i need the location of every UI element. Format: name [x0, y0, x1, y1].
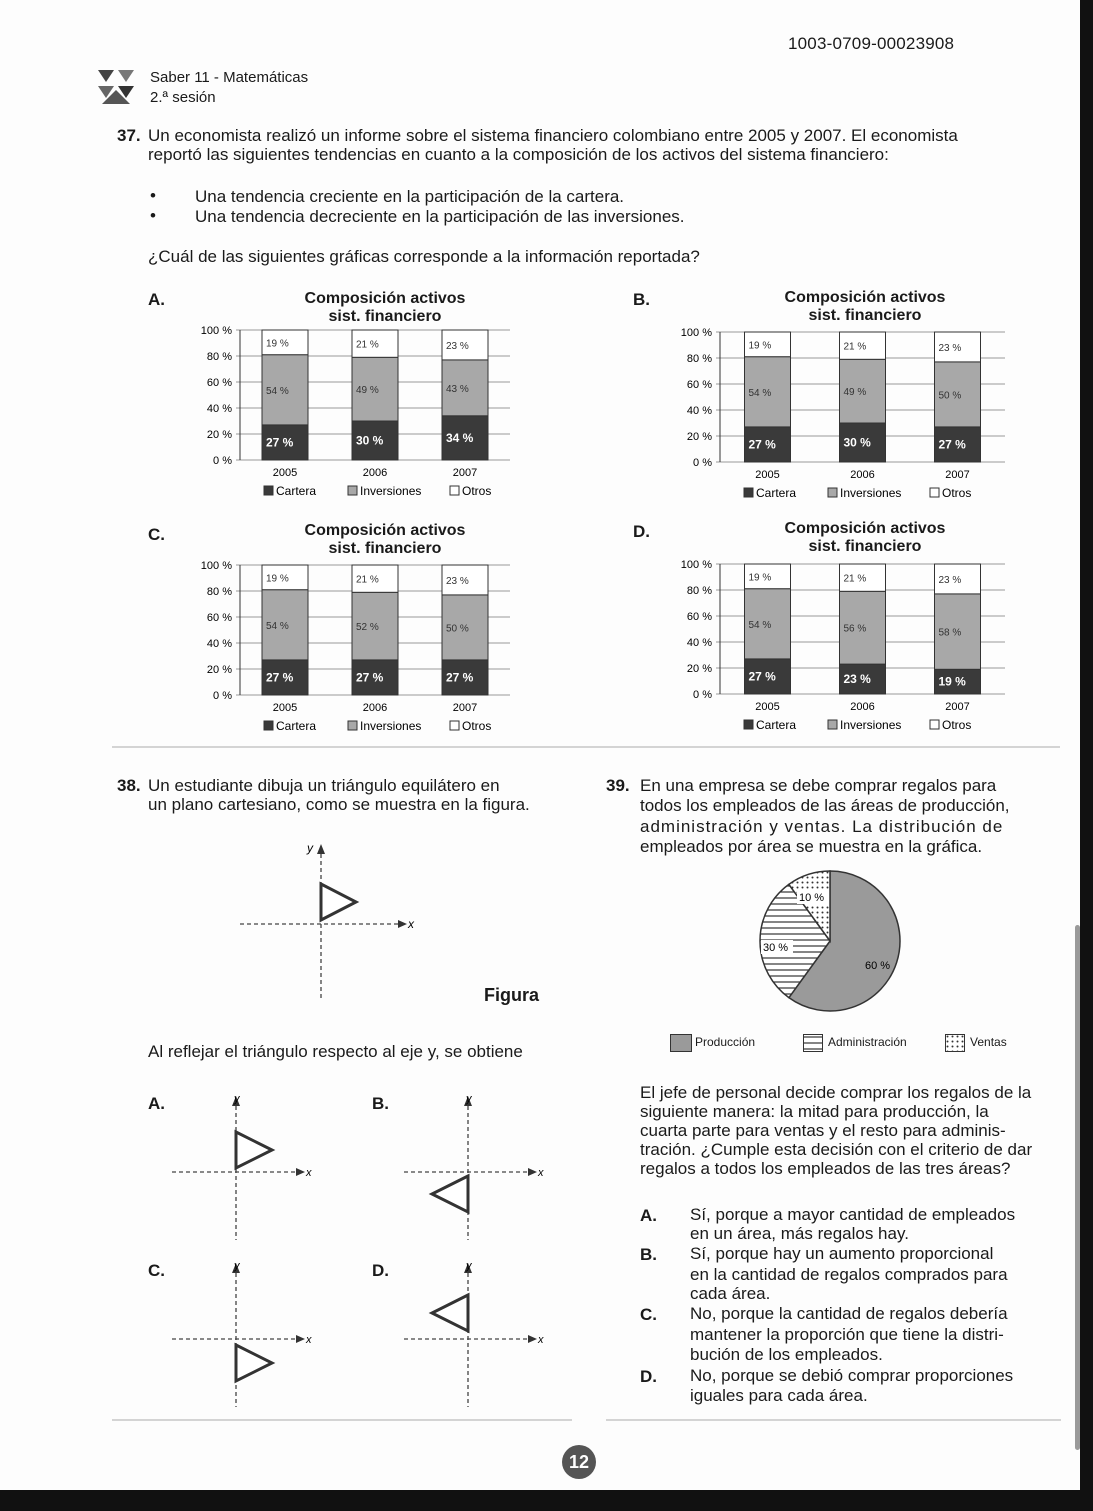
- legend-label: Cartera: [756, 718, 797, 732]
- q37-bullet-1: Una tendencia creciente en la participación de la cartera.: [195, 187, 625, 206]
- data-label: 50 %: [938, 390, 962, 402]
- data-label: 34 %: [446, 430, 474, 445]
- x-tick-label: 2006: [850, 469, 875, 481]
- legend-administracion-label: Administración: [828, 1035, 907, 1049]
- legend-swatch-cartera: [264, 721, 273, 730]
- data-label: 54 %: [266, 385, 289, 397]
- y-tick-label: 40 %: [686, 637, 712, 649]
- legend-ventas-label: Ventas: [970, 1035, 1007, 1049]
- legend-produccion-swatch: [670, 1034, 692, 1052]
- data-label: 27 %: [446, 670, 474, 685]
- q39-option-a-line2[interactable]: en un área, más regalos hay.: [690, 1224, 909, 1243]
- x-tick-label: 2005: [272, 467, 298, 479]
- y-tick-label: 60 %: [686, 379, 712, 391]
- q37-bullet-2: Una tendencia decreciente en la participación de las inversiones.: [195, 207, 685, 226]
- q39-body-3: cuarta parte para ventas y el resto para adminis-: [640, 1121, 1006, 1140]
- q38-option-d-letter[interactable]: D.: [372, 1261, 389, 1280]
- x-axis-arrow-icon: [398, 920, 407, 928]
- data-label: 23 %: [446, 575, 469, 587]
- data-label: 27 %: [938, 437, 966, 452]
- page-number: 12: [562, 1445, 596, 1479]
- legend-swatch-otros: [930, 488, 939, 497]
- x-axis-arrow-icon: [296, 1335, 305, 1343]
- q39-option-b-letter[interactable]: B.: [640, 1245, 657, 1264]
- x-axis-label: x: [306, 1167, 312, 1179]
- q38-option-a-figure[interactable]: [168, 1092, 328, 1242]
- x-tick-label: 2007: [945, 469, 970, 481]
- data-label: 43 %: [446, 383, 469, 395]
- legend-label: Cartera: [276, 484, 317, 498]
- y-tick-label: 100 %: [200, 560, 232, 572]
- data-label: 56 %: [843, 623, 867, 635]
- data-label: 50 %: [446, 623, 469, 635]
- y-axis-label: y: [234, 1093, 240, 1105]
- x-axis-arrow-icon: [528, 1168, 537, 1176]
- y-tick-label: 60 %: [206, 612, 232, 624]
- legend-label: Otros: [942, 718, 972, 732]
- pie-label-ventas: 10 %: [799, 892, 825, 904]
- legend-produccion-label: Producción: [695, 1035, 756, 1049]
- q37-option-b-letter: B.: [633, 290, 650, 309]
- q39-body-5: regalos a todos los empleados de las tres áreas?: [640, 1159, 1011, 1178]
- data-label: 21 %: [843, 341, 867, 353]
- chart-c: [190, 557, 520, 742]
- q37-option-d-letter: D.: [633, 522, 650, 541]
- x-axis-label: x: [538, 1334, 544, 1346]
- q37-line2: reportó las siguientes tendencias en cuanto a la composición de los activos del sistema financiero:: [148, 145, 889, 164]
- data-label: 21 %: [356, 574, 379, 586]
- bullet-dot: •: [150, 186, 156, 205]
- chart-d-title: Composición activos sist. financiero: [784, 520, 946, 555]
- data-label: 21 %: [356, 339, 379, 351]
- q39-line4: empleados por área se muestra en la gráfica.: [640, 837, 983, 856]
- legend-label: Inversiones: [360, 484, 422, 498]
- data-label: 27 %: [356, 670, 384, 685]
- q38-line1: Un estudiante dibuja un triángulo equilátero en: [148, 776, 500, 795]
- y-tick-label: 80 %: [206, 351, 232, 363]
- legend-label: Inversiones: [840, 718, 902, 732]
- data-label: 21 %: [843, 573, 867, 585]
- legend-swatch-cartera: [744, 720, 753, 729]
- x-tick-label: 2007: [452, 467, 478, 479]
- q37-question: ¿Cuál de las siguientes gráficas corresponde a la información reportada?: [148, 247, 700, 266]
- q38-number: 38.: [117, 776, 141, 795]
- legend-swatch-otros: [450, 486, 459, 495]
- chart-a: [190, 322, 520, 507]
- x-tick-label: 2005: [755, 701, 780, 713]
- data-label: 58 %: [938, 627, 962, 639]
- y-tick-label: 60 %: [206, 377, 232, 389]
- bullet-dot: •: [150, 206, 156, 225]
- x-axis-arrow-icon: [296, 1168, 305, 1176]
- x-tick-label: 2007: [945, 701, 970, 713]
- q39-number: 39.: [606, 776, 630, 795]
- q39-line2: todos los empleados de las áreas de producción,: [640, 796, 1010, 815]
- data-label: 23 %: [938, 342, 962, 354]
- legend-label: Cartera: [756, 486, 797, 500]
- legend-label: Otros: [942, 486, 972, 500]
- y-tick-label: 20 %: [206, 429, 232, 441]
- q39-option-b-line3[interactable]: cada área.: [690, 1284, 771, 1303]
- q39-option-d-line1[interactable]: No, porque se debió comprar proporciones: [690, 1366, 1014, 1385]
- chart-d: [670, 556, 1015, 741]
- data-label: 19 %: [266, 573, 289, 585]
- y-axis-label: y: [466, 1093, 472, 1105]
- legend-swatch-otros: [930, 720, 939, 729]
- legend-ventas-swatch: [945, 1034, 965, 1052]
- chart-b-title: Composición activos sist. financiero: [784, 289, 946, 324]
- data-label: 19 %: [748, 572, 772, 584]
- document-code: 1003-0709-00023908: [788, 34, 955, 53]
- y-tick-label: 100 %: [680, 559, 712, 571]
- y-tick-label: 60 %: [686, 611, 712, 623]
- legend-label: Inversiones: [360, 719, 422, 733]
- y-axis-label: y: [466, 1260, 472, 1272]
- data-label: 27 %: [266, 670, 294, 685]
- data-label: 23 %: [938, 574, 962, 586]
- x-axis-label: x: [306, 1334, 312, 1346]
- q38-line2: un plano cartesiano, como se muestra en la figura.: [148, 795, 530, 814]
- y-axis-label: y: [234, 1260, 240, 1272]
- q37-line1: Un economista realizó un informe sobre el sistema financiero colombiano entre 2005 y 2007. El economista: [148, 126, 958, 145]
- data-label: 19 %: [748, 340, 772, 352]
- q39-option-a-line1[interactable]: Sí, porque a mayor cantidad de empleados: [690, 1205, 1016, 1224]
- q37-option-c-letter: C.: [148, 525, 165, 544]
- q38-option-d-figure[interactable]: [400, 1259, 560, 1409]
- x-tick-label: 2006: [362, 467, 388, 479]
- legend-label: Cartera: [276, 719, 317, 733]
- legend-label: Inversiones: [840, 486, 902, 500]
- window-edge-bottom: [0, 1490, 1093, 1511]
- data-label: 52 %: [356, 622, 379, 634]
- y-tick-label: 80 %: [686, 353, 712, 365]
- figure-triangle-plane: [235, 840, 425, 1005]
- data-label: 54 %: [266, 620, 289, 632]
- data-label: 19 %: [266, 338, 289, 350]
- window-edge-right: [1080, 0, 1093, 1511]
- data-label: 27 %: [748, 437, 776, 452]
- q39-option-b-line1[interactable]: Sí, porque hay un aumento proporcional: [690, 1244, 994, 1263]
- q38-option-b-figure[interactable]: [400, 1092, 560, 1242]
- header-session: 2.ª sesión: [150, 89, 216, 106]
- legend-label: Otros: [462, 719, 492, 733]
- legend-swatch-inversiones: [348, 486, 357, 495]
- data-label: 23 %: [843, 672, 871, 687]
- x-tick-label: 2007: [452, 702, 478, 714]
- legend-swatch-inversiones: [348, 721, 357, 730]
- x-axis-arrow-icon: [528, 1335, 537, 1343]
- q37-option-a-letter: A.: [148, 290, 165, 309]
- y-tick-label: 100 %: [680, 327, 712, 339]
- y-tick-label: 0 %: [213, 455, 232, 467]
- data-label: 19 %: [938, 674, 966, 689]
- pie-label-administración: 30 %: [763, 942, 789, 954]
- legend-swatch-cartera: [264, 486, 273, 495]
- data-label: 27 %: [748, 669, 776, 684]
- y-tick-label: 20 %: [686, 431, 712, 443]
- q38-option-c-letter[interactable]: C.: [148, 1261, 165, 1280]
- q39-option-c-letter[interactable]: C.: [640, 1305, 657, 1324]
- q38-option-c-figure[interactable]: [168, 1259, 328, 1409]
- data-label: 27 %: [266, 435, 294, 450]
- x-tick-label: 2005: [272, 702, 298, 714]
- pie-chart: [755, 865, 905, 1020]
- y-tick-label: 40 %: [686, 405, 712, 417]
- equilateral-triangle: [321, 884, 356, 920]
- q38-option-b-letter[interactable]: B.: [372, 1094, 389, 1113]
- q39-body-1: El jefe de personal decide comprar los regalos de la: [640, 1083, 1032, 1102]
- chart-c-title: Composición activos sist. financiero: [304, 522, 466, 557]
- q39-option-b-line2[interactable]: en la cantidad de regalos comprados para: [690, 1265, 1008, 1284]
- legend-swatch-inversiones: [828, 488, 837, 497]
- y-tick-label: 0 %: [693, 457, 712, 469]
- pie-label-producción: 60 %: [865, 960, 891, 972]
- x-axis-label: x: [408, 917, 414, 931]
- figure-label: Figura: [484, 985, 540, 1005]
- data-label: 54 %: [748, 619, 772, 631]
- q37-number: 37.: [117, 126, 141, 145]
- y-axis-arrow-icon: [317, 844, 325, 854]
- q38-option-a-letter[interactable]: A.: [148, 1094, 165, 1113]
- triangle: [432, 1295, 468, 1331]
- q39-body-2: siguiente manera: la mitad para producción, la: [640, 1102, 989, 1121]
- q39-line1: En una empresa se debe comprar regalos para: [640, 776, 997, 795]
- legend-administracion-swatch: [803, 1034, 823, 1052]
- x-tick-label: 2006: [850, 701, 875, 713]
- data-label: 30 %: [356, 433, 384, 448]
- legend-swatch-inversiones: [828, 720, 837, 729]
- chart-a-title: Composición activos sist. financiero: [304, 290, 466, 325]
- y-axis-label: y: [307, 841, 313, 855]
- data-label: 49 %: [843, 387, 867, 399]
- y-tick-label: 40 %: [206, 638, 232, 650]
- data-label: 23 %: [446, 340, 469, 352]
- legend-label: Otros: [462, 484, 492, 498]
- header-subject: Saber 11 - Matemáticas: [150, 69, 309, 86]
- data-label: 54 %: [748, 387, 772, 399]
- q38-question: Al reflejar el triángulo respecto al eje y, se obtiene: [148, 1042, 523, 1061]
- x-tick-label: 2006: [362, 702, 388, 714]
- triangle: [236, 1345, 272, 1381]
- y-tick-label: 40 %: [206, 403, 232, 415]
- legend-swatch-cartera: [744, 488, 753, 497]
- legend-swatch-otros: [450, 721, 459, 730]
- y-tick-label: 0 %: [693, 689, 712, 701]
- q39-body-4: tración. ¿Cumple esta decisión con el criterio de dar: [640, 1140, 1033, 1159]
- triangle: [432, 1176, 468, 1212]
- q39-option-c-line2[interactable]: mantener la proporción que tiene la distri-: [690, 1325, 1004, 1344]
- q39-option-d-line2[interactable]: iguales para cada área.: [690, 1386, 868, 1405]
- data-label: 49 %: [356, 385, 379, 397]
- y-tick-label: 100 %: [200, 325, 232, 337]
- q39-option-c-line3[interactable]: bución de los empleados.: [690, 1345, 883, 1364]
- y-tick-label: 80 %: [206, 586, 232, 598]
- q39-option-d-letter[interactable]: D.: [640, 1367, 657, 1386]
- y-tick-label: 0 %: [213, 690, 232, 702]
- icfes-logo-icon: [96, 68, 136, 106]
- y-tick-label: 20 %: [206, 664, 232, 676]
- y-tick-label: 20 %: [686, 663, 712, 675]
- chart-b: [670, 324, 1015, 509]
- q39-line3: administración y ventas. La distribución de: [640, 817, 1004, 836]
- data-label: 30 %: [843, 435, 871, 450]
- x-axis-label: x: [538, 1167, 544, 1179]
- triangle: [236, 1132, 272, 1168]
- x-tick-label: 2005: [755, 469, 780, 481]
- q39-option-a-letter[interactable]: A.: [640, 1206, 657, 1225]
- q39-option-c-line1[interactable]: No, porque la cantidad de regalos debería: [690, 1304, 1008, 1323]
- y-tick-label: 80 %: [686, 585, 712, 597]
